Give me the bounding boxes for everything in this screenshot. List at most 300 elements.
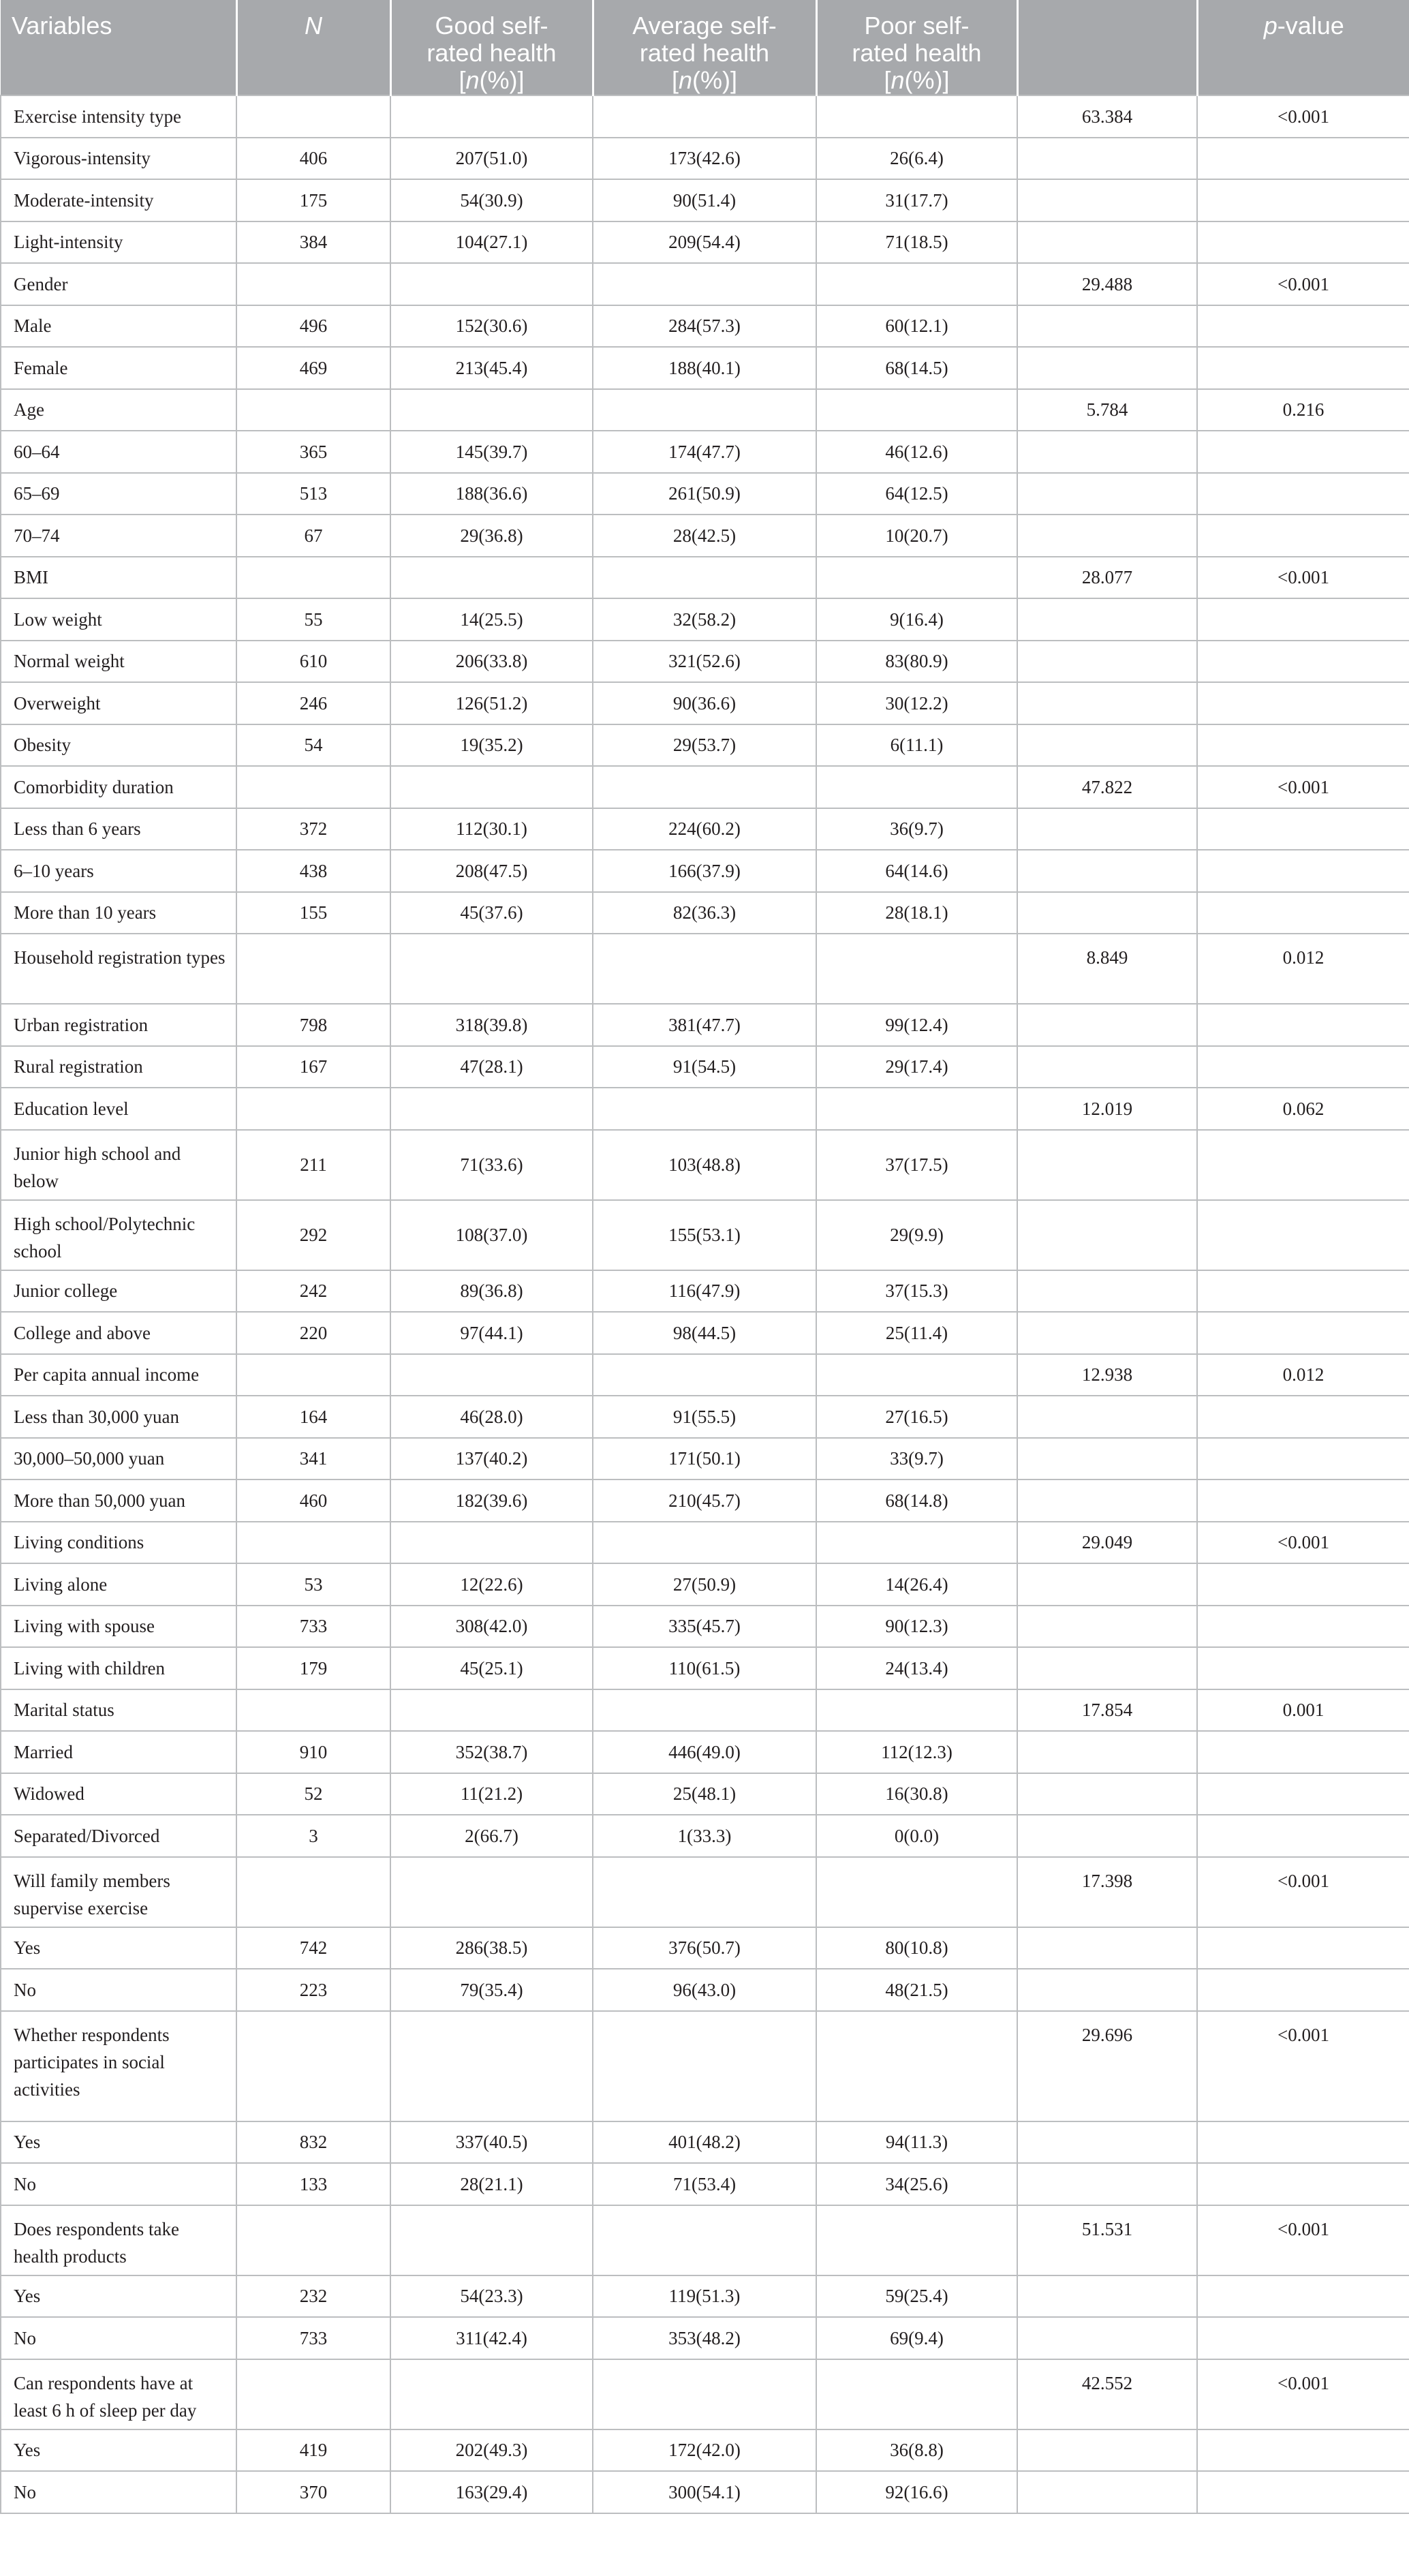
variable-cell: College and above [1,1312,236,1354]
statistic-cell [1017,138,1197,180]
poor-cell: 14(26.4) [816,1563,1017,1606]
table-row [1,1088,1409,1130]
statistic-cell: 17.398 [1017,1857,1197,1927]
header-average-line1: Average self- [632,12,777,40]
variable-cell: Gender [1,263,236,305]
average-cell: 172(42.0) [593,2429,816,2472]
variable-cell: More than 50,000 yuan [1,1479,236,1522]
average-cell: 1(33.3) [593,1815,816,1857]
poor-cell: 46(12.6) [816,431,1017,473]
n-cell [236,2359,390,2429]
table-row [1,1689,1409,1732]
good-cell: 12(22.6) [390,1563,593,1606]
n-cell: 910 [236,1731,390,1773]
table-row [1,179,1409,221]
variable-cell: Rural registration [1,1046,236,1088]
good-cell: 137(40.2) [390,1438,593,1480]
statistic-cell: 12.019 [1017,1088,1197,1130]
table-row [1,138,1409,180]
poor-cell: 68(14.8) [816,1479,1017,1522]
header-good-line2: rated health [427,39,557,67]
table-row [1,598,1409,641]
good-cell [390,934,593,1004]
variable-cell: Junior high school and below [1,1130,236,1200]
good-cell: 352(38.7) [390,1731,593,1773]
good-cell: 47(28.1) [390,1046,593,1088]
table-row [1,766,1409,808]
statistic-cell [1017,850,1197,892]
variable-cell: Overweight [1,682,236,724]
average-cell [593,263,816,305]
statistic-cell: 51.531 [1017,2205,1197,2275]
statistic-cell [1017,473,1197,515]
good-cell: 145(39.7) [390,431,593,473]
p-value-cell [1197,2471,1409,2513]
variable-cell: More than 10 years [1,892,236,934]
n-cell [236,1354,390,1396]
variable-cell: Whether respondents participates in social activities [1,2011,236,2121]
average-cell: 28(42.5) [593,515,816,557]
p-value-cell [1197,179,1409,221]
table-row [1,389,1409,431]
good-cell [390,1857,593,1927]
table-row [1,515,1409,557]
poor-cell [816,1354,1017,1396]
statistic-cell [1017,221,1197,264]
n-cell: 384 [236,221,390,264]
good-cell: 202(49.3) [390,2429,593,2472]
poor-cell [816,1689,1017,1732]
n-cell: 175 [236,179,390,221]
table-row [1,2275,1409,2318]
statistic-cell [1017,1130,1197,1200]
variable-cell: Per capita annual income [1,1354,236,1396]
n-cell [236,766,390,808]
statistic-cell: 47.822 [1017,766,1197,808]
statistic-cell [1017,305,1197,348]
poor-cell: 34(25.6) [816,2163,1017,2205]
statistic-cell [1017,1731,1197,1773]
variable-cell: Moderate-intensity [1,179,236,221]
good-cell: 28(21.1) [390,2163,593,2205]
table-row [1,2359,1409,2429]
poor-cell [816,95,1017,138]
statistic-cell [1017,2275,1197,2318]
n-cell [236,389,390,431]
n-cell: 54 [236,724,390,767]
good-cell: 207(51.0) [390,138,593,180]
poor-cell [816,2011,1017,2121]
statistic-cell [1017,808,1197,850]
header-n [236,0,390,95]
poor-cell: 99(12.4) [816,1004,1017,1046]
variable-cell: Living with children [1,1647,236,1689]
average-cell: 90(36.6) [593,682,816,724]
table-row [1,347,1409,389]
variable-cell: Education level [1,1088,236,1130]
variable-cell: No [1,1969,236,2011]
n-cell: 167 [236,1046,390,1088]
variable-cell: Separated/Divorced [1,1815,236,1857]
header-poor-line3-close: (%)] [904,66,950,94]
statistic-cell [1017,2317,1197,2359]
p-value-cell [1197,515,1409,557]
average-cell: 210(45.7) [593,1479,816,1522]
good-cell [390,1522,593,1564]
n-cell [236,2205,390,2275]
header-poor-line3-n: n [891,66,905,94]
variable-cell: Comorbidity duration [1,766,236,808]
poor-cell: 48(21.5) [816,1969,1017,2011]
header-good-line1: Good self- [435,12,548,40]
p-value-cell [1197,1130,1409,1200]
poor-cell: 29(17.4) [816,1046,1017,1088]
average-cell: 446(49.0) [593,1731,816,1773]
average-cell [593,389,816,431]
p-value-cell [1197,2163,1409,2205]
table-row [1,850,1409,892]
average-cell: 401(48.2) [593,2121,816,2164]
table-row [1,557,1409,599]
table-row [1,2205,1409,2275]
header-good-line3-close: (%)] [479,66,525,94]
table-row [1,2163,1409,2205]
p-value-cell: <0.001 [1197,95,1409,138]
p-value-cell [1197,1606,1409,1648]
header-good [390,0,593,95]
average-cell [593,2205,816,2275]
n-cell: 513 [236,473,390,515]
statistic-cell [1017,1270,1197,1313]
average-cell [593,1522,816,1564]
statistic-cell [1017,1200,1197,1270]
table-row [1,1969,1409,2011]
table-row [1,2317,1409,2359]
table-row [1,934,1409,1004]
variable-cell: No [1,2471,236,2513]
average-cell [593,1354,816,1396]
header-good-line3-n: n [465,66,480,94]
good-cell: 11(21.2) [390,1773,593,1815]
statistic-cell [1017,2429,1197,2472]
n-cell: 733 [236,1606,390,1648]
header-poor [816,0,1017,95]
table-row [1,2471,1409,2513]
statistic-cell [1017,2163,1197,2205]
p-value-cell: <0.001 [1197,557,1409,599]
poor-cell: 16(30.8) [816,1773,1017,1815]
statistic-cell [1017,1004,1197,1046]
variable-cell: Yes [1,2429,236,2472]
average-cell: 98(44.5) [593,1312,816,1354]
statistic-cell: 29.049 [1017,1522,1197,1564]
poor-cell: 71(18.5) [816,221,1017,264]
n-cell: 164 [236,1396,390,1438]
p-value-cell [1197,1647,1409,1689]
n-cell: 438 [236,850,390,892]
p-value-cell [1197,1969,1409,2011]
statistic-cell [1017,1312,1197,1354]
poor-cell: 90(12.3) [816,1606,1017,1648]
average-cell: 110(61.5) [593,1647,816,1689]
poor-cell: 36(9.7) [816,808,1017,850]
p-value-cell: <0.001 [1197,2359,1409,2429]
n-cell [236,1088,390,1130]
average-cell [593,1857,816,1927]
n-cell [236,263,390,305]
table-row [1,1046,1409,1088]
p-value-cell [1197,724,1409,767]
good-cell: 152(30.6) [390,305,593,348]
p-value-cell [1197,1046,1409,1088]
good-cell: 163(29.4) [390,2471,593,2513]
variable-cell: Yes [1,2275,236,2318]
statistic-cell: 28.077 [1017,557,1197,599]
header-p-value [1197,0,1409,95]
p-value-cell [1197,1773,1409,1815]
variable-cell: Living alone [1,1563,236,1606]
n-cell: 372 [236,808,390,850]
n-cell: 53 [236,1563,390,1606]
average-cell: 29(53.7) [593,724,816,767]
p-value-cell: <0.001 [1197,1522,1409,1564]
good-cell: 19(35.2) [390,724,593,767]
statistic-cell: 42.552 [1017,2359,1197,2429]
p-value-cell [1197,850,1409,892]
p-value-cell [1197,1396,1409,1438]
header-poor-line3-open: [ [884,66,891,94]
header-row [1,0,1409,95]
good-cell [390,1354,593,1396]
variable-cell: Less than 6 years [1,808,236,850]
average-cell: 71(53.4) [593,2163,816,2205]
n-cell: 742 [236,1927,390,1969]
n-cell: 3 [236,1815,390,1857]
variable-cell: Does respondents take health products [1,2205,236,2275]
p-value-cell [1197,473,1409,515]
statistic-cell [1017,1396,1197,1438]
p-value-cell [1197,1731,1409,1773]
n-cell: 610 [236,641,390,683]
n-cell: 179 [236,1647,390,1689]
n-cell [236,1689,390,1732]
header-average-line3-close: (%)] [692,66,738,94]
header-average [593,0,816,95]
p-value-cell [1197,1004,1409,1046]
header-average-line3-open: [ [671,66,679,94]
n-cell: 55 [236,598,390,641]
good-cell: 46(28.0) [390,1396,593,1438]
good-cell [390,2205,593,2275]
average-cell: 209(54.4) [593,221,816,264]
variable-cell: 60–64 [1,431,236,473]
average-cell: 171(50.1) [593,1438,816,1480]
poor-cell: 60(12.1) [816,305,1017,348]
good-cell: 104(27.1) [390,221,593,264]
variable-cell: Marital status [1,1689,236,1732]
header-good-line3-open: [ [459,66,466,94]
poor-cell [816,766,1017,808]
statistic-cell [1017,892,1197,934]
good-cell: 337(40.5) [390,2121,593,2164]
p-value-cell [1197,1927,1409,1969]
statistic-cell [1017,598,1197,641]
n-cell: 292 [236,1200,390,1270]
table-row [1,1130,1409,1200]
n-cell [236,557,390,599]
poor-cell: 94(11.3) [816,2121,1017,2164]
poor-cell [816,1088,1017,1130]
table-row [1,2011,1409,2121]
n-cell [236,934,390,1004]
table-row [1,1927,1409,1969]
poor-cell: 28(18.1) [816,892,1017,934]
poor-cell: 10(20.7) [816,515,1017,557]
average-cell [593,557,816,599]
poor-cell: 64(14.6) [816,850,1017,892]
variable-cell: Yes [1,2121,236,2164]
variable-cell: Will family members supervise exercise [1,1857,236,1927]
average-cell: 166(37.9) [593,850,816,892]
poor-cell: 9(16.4) [816,598,1017,641]
statistic-cell [1017,431,1197,473]
good-cell: 126(51.2) [390,682,593,724]
good-cell: 213(45.4) [390,347,593,389]
statistic-cell [1017,1773,1197,1815]
n-cell: 733 [236,2317,390,2359]
p-value-cell [1197,2275,1409,2318]
statistic-cell [1017,724,1197,767]
variable-cell: Female [1,347,236,389]
n-cell: 341 [236,1438,390,1480]
poor-cell [816,1857,1017,1927]
statistic-cell [1017,1479,1197,1522]
variable-cell: Less than 30,000 yuan [1,1396,236,1438]
header-p-suffix: -value [1277,12,1344,40]
variable-cell: Living conditions [1,1522,236,1564]
good-cell: 208(47.5) [390,850,593,892]
good-cell: 54(23.3) [390,2275,593,2318]
p-value-cell: <0.001 [1197,2205,1409,2275]
good-cell [390,1689,593,1732]
p-value-cell [1197,2429,1409,2472]
average-cell: 25(48.1) [593,1773,816,1815]
table-row [1,808,1409,850]
table-row [1,682,1409,724]
p-value-cell [1197,347,1409,389]
poor-cell [816,389,1017,431]
good-cell [390,95,593,138]
good-cell: 2(66.7) [390,1815,593,1857]
average-cell [593,766,816,808]
average-cell: 300(54.1) [593,2471,816,2513]
n-cell: 370 [236,2471,390,2513]
variable-cell: Urban registration [1,1004,236,1046]
p-value-cell: <0.001 [1197,2011,1409,2121]
average-cell: 91(54.5) [593,1046,816,1088]
variable-cell: Living with spouse [1,1606,236,1648]
table-row [1,1004,1409,1046]
n-cell: 232 [236,2275,390,2318]
good-cell [390,263,593,305]
p-value-cell: <0.001 [1197,263,1409,305]
table-row [1,221,1409,264]
n-cell [236,95,390,138]
average-cell: 155(53.1) [593,1200,816,1270]
poor-cell: 29(9.9) [816,1200,1017,1270]
n-cell: 246 [236,682,390,724]
poor-cell [816,934,1017,1004]
variable-cell: Household registration types [1,934,236,1004]
good-cell: 112(30.1) [390,808,593,850]
good-cell: 45(25.1) [390,1647,593,1689]
n-cell: 460 [236,1479,390,1522]
average-cell: 96(43.0) [593,1969,816,2011]
table-row [1,641,1409,683]
variable-cell: No [1,2317,236,2359]
good-cell: 182(39.6) [390,1479,593,1522]
good-cell: 29(36.8) [390,515,593,557]
variable-cell: Normal weight [1,641,236,683]
header-variables: Variables [1,0,236,95]
p-value-cell: 0.001 [1197,1689,1409,1732]
average-cell: 353(48.2) [593,2317,816,2359]
n-cell: 133 [236,2163,390,2205]
statistic-cell [1017,1563,1197,1606]
statistic-cell [1017,1815,1197,1857]
poor-cell [816,2205,1017,2275]
variable-cell: Light-intensity [1,221,236,264]
average-cell: 90(51.4) [593,179,816,221]
average-cell [593,1088,816,1130]
p-value-cell [1197,1438,1409,1480]
variable-cell: Yes [1,1927,236,1969]
header-average-line3-n: n [678,66,693,94]
good-cell [390,2359,593,2429]
table-row [1,724,1409,767]
table-row [1,473,1409,515]
p-value-cell [1197,1312,1409,1354]
table-row [1,1731,1409,1773]
poor-cell: 25(11.4) [816,1312,1017,1354]
poor-cell: 69(9.4) [816,2317,1017,2359]
p-value-cell [1197,682,1409,724]
average-cell [593,95,816,138]
table-row [1,2429,1409,2472]
table-row [1,1606,1409,1648]
table-row [1,1396,1409,1438]
average-cell: 376(50.7) [593,1927,816,1969]
table-row [1,1647,1409,1689]
statistic-cell [1017,1046,1197,1088]
p-value-cell: 0.062 [1197,1088,1409,1130]
average-cell: 335(45.7) [593,1606,816,1648]
average-cell: 27(50.9) [593,1563,816,1606]
poor-cell [816,2359,1017,2429]
table-row [1,1312,1409,1354]
n-cell: 223 [236,1969,390,2011]
good-cell: 108(37.0) [390,1200,593,1270]
p-value-cell [1197,1479,1409,1522]
average-cell: 381(47.7) [593,1004,816,1046]
p-value-cell [1197,431,1409,473]
statistic-cell: 29.696 [1017,2011,1197,2121]
p-value-cell: 0.216 [1197,389,1409,431]
good-cell [390,1088,593,1130]
statistic-cell [1017,641,1197,683]
statistic-cell: 8.849 [1017,934,1197,1004]
p-value-cell [1197,892,1409,934]
